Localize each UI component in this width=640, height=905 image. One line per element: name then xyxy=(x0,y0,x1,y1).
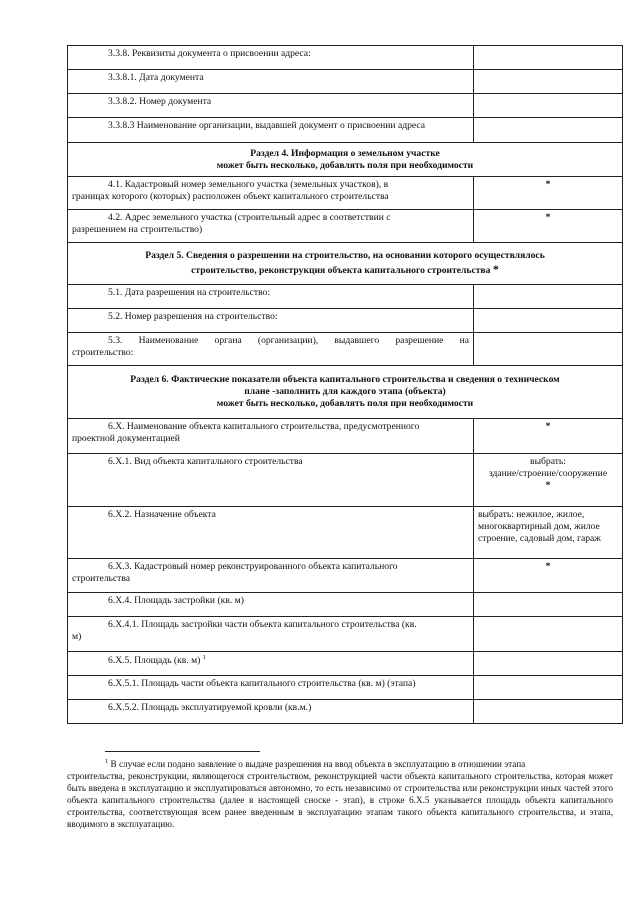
section-title-line: плане -заполнить для каждого этапа (объекта) xyxy=(244,386,446,397)
row-label: 6.Х.5.1. Площадь части объекта капитального строительства (кв. м) (этапа) xyxy=(68,676,474,700)
table-row xyxy=(68,559,623,593)
table-row xyxy=(68,309,623,333)
label-line: строительство: xyxy=(72,346,134,358)
table-row xyxy=(68,419,623,454)
row-label: 3.3.8. Реквизиты документа о присвоении адреса: xyxy=(68,46,474,70)
table-row xyxy=(68,593,623,617)
section-title-line: Раздел 5. Сведения о разрешении на строительство, на основании которого осуществлялось xyxy=(145,250,545,261)
table-row xyxy=(68,285,623,309)
section-header xyxy=(68,243,623,285)
table-row xyxy=(68,454,623,507)
value-cell[interactable] xyxy=(474,285,623,309)
row-label: 6.Х.1. Вид объекта капитального строительства xyxy=(68,454,474,507)
section-header xyxy=(68,143,623,177)
select-hint: выбрать: нежилое, жилое, xyxy=(478,509,585,520)
table-row xyxy=(68,700,623,724)
footnote-text: строительства, реконструкции, являющегося строительством, реконструкцией части объекта капитального строительства, которая может быть введена в эксплуатацию и эксплуатироваться автономно, то есть независимо от строительства или реконструкции иных частей этого объекта капитального строительства (далее в настоящей сноске - этап), в строке 6.Х.5 указывается площадь объекта капитального строительства, соответствующая всем ранее введенным в эксплуатацию этапам такого объекта капитального строительства, и этапа, вводимого в эксплуатацию. xyxy=(67,771,613,829)
label-line: границах которого (которых) расположен объект капитального строительства xyxy=(72,190,389,202)
value-cell[interactable] xyxy=(474,309,623,333)
value-cell[interactable] xyxy=(474,617,623,652)
row-label: 3.3.8.3 Наименование организации, выдавшей документ о присвоении адреса xyxy=(68,118,474,143)
label-line: разрешением на строительство) xyxy=(72,223,203,235)
required-marker[interactable]: * xyxy=(474,559,623,593)
row-label: 3.3.8.2. Номер документа xyxy=(68,94,474,118)
label-line: 6.Х. Наименование объекта капитального строительства, предусмотренного xyxy=(108,421,420,432)
required-marker[interactable]: * xyxy=(474,419,623,454)
label-line: 6.Х.4.1. Площадь застройки части объекта капитального строительства (кв. xyxy=(108,619,417,630)
section-6-title xyxy=(68,366,623,419)
section-title-text: строительство, реконструкция объекта капитального строительства xyxy=(191,264,491,276)
section-5-title xyxy=(68,243,623,285)
value-cell[interactable] xyxy=(474,593,623,617)
select-hint: выбрать: xyxy=(530,456,566,467)
label-text: 6.Х.5. Площадь (кв. м) xyxy=(108,655,201,667)
required-marker: * xyxy=(492,261,499,276)
row-label xyxy=(68,177,474,210)
required-marker[interactable]: * xyxy=(474,210,623,243)
row-label xyxy=(68,419,474,454)
table-row xyxy=(68,70,623,94)
row-label xyxy=(68,652,474,676)
form-table xyxy=(67,45,623,724)
label-line: 6.Х.3. Кадастровый номер реконструированного объекта капитального xyxy=(108,561,398,572)
required-marker[interactable]: * xyxy=(474,177,623,210)
value-cell[interactable] xyxy=(474,652,623,676)
select-options: здание/строение/сооружение xyxy=(488,467,608,479)
value-cell[interactable] xyxy=(474,46,623,70)
table-row xyxy=(68,507,623,559)
table-row xyxy=(68,94,623,118)
object-type-select[interactable] xyxy=(474,454,623,507)
section-title-line: Раздел 4. Информация о земельном участке xyxy=(250,147,440,159)
row-label xyxy=(68,559,474,593)
value-cell[interactable] xyxy=(474,94,623,118)
label-line: 4.2. Адрес земельного участка (строительный адрес в соответствии с xyxy=(108,212,391,223)
table-row xyxy=(68,210,623,243)
footnote-first-line xyxy=(67,758,613,771)
section-title-line: Раздел 6. Фактические показатели объекта капитального строительства и сведения о техническом xyxy=(130,374,560,386)
table-row xyxy=(68,617,623,652)
table-row xyxy=(68,177,623,210)
value-cell[interactable] xyxy=(474,333,623,366)
select-options: многоквартирный дом, жилое xyxy=(478,520,600,532)
section-header xyxy=(68,366,623,419)
table-row xyxy=(68,652,623,676)
row-label: 6.Х.4. Площадь застройки (кв. м) xyxy=(68,593,474,617)
required-marker: * xyxy=(545,479,551,491)
row-label xyxy=(68,210,474,243)
section-title-line: может быть несколько, добавлять поля при необходимости xyxy=(216,159,474,171)
row-label: 3.3.8.1. Дата документа xyxy=(68,70,474,94)
label-line: проектной документацией xyxy=(72,432,180,444)
label-line: строительства xyxy=(72,572,131,584)
row-label: 6.Х.5.2. Площадь эксплуатируемой кровли (кв.м.) xyxy=(68,700,474,724)
value-cell[interactable] xyxy=(474,700,623,724)
section-4-title xyxy=(68,143,623,177)
label-line: м) xyxy=(72,630,82,642)
row-label: 5.1. Дата разрешения на строительство: xyxy=(68,285,474,309)
row-label xyxy=(68,617,474,652)
row-label: 5.2. Номер разрешения на строительство: xyxy=(68,309,474,333)
footnote-marker: 1 xyxy=(105,758,109,765)
table-row xyxy=(68,46,623,70)
table-row xyxy=(68,118,623,143)
label-line: 4.1. Кадастровый номер земельного участка (земельных участков), в xyxy=(108,179,389,190)
row-label xyxy=(68,333,474,366)
footnote-separator xyxy=(105,751,260,752)
value-cell[interactable] xyxy=(474,118,623,143)
label-line: 5.3. Наименование органа (организации), выдавшего разрешение на xyxy=(108,335,469,346)
value-cell[interactable] xyxy=(474,676,623,700)
purpose-select[interactable] xyxy=(474,507,623,559)
footnote-text: В случае если подано заявление о выдаче разрешения на ввод объекта в эксплуатацию в отношении этапа xyxy=(108,759,526,770)
footnote xyxy=(67,758,613,831)
section-title-line xyxy=(72,262,618,277)
table-row xyxy=(68,676,623,700)
footnote-ref[interactable]: 1 xyxy=(202,654,207,661)
select-options: строение, садовый дом, гараж xyxy=(478,532,601,544)
section-title-line: может быть несколько, добавлять поля при необходимости xyxy=(216,397,474,409)
row-label: 6.Х.2. Назначение объекта xyxy=(68,507,474,559)
table-row xyxy=(68,333,623,366)
value-cell[interactable] xyxy=(474,70,623,94)
